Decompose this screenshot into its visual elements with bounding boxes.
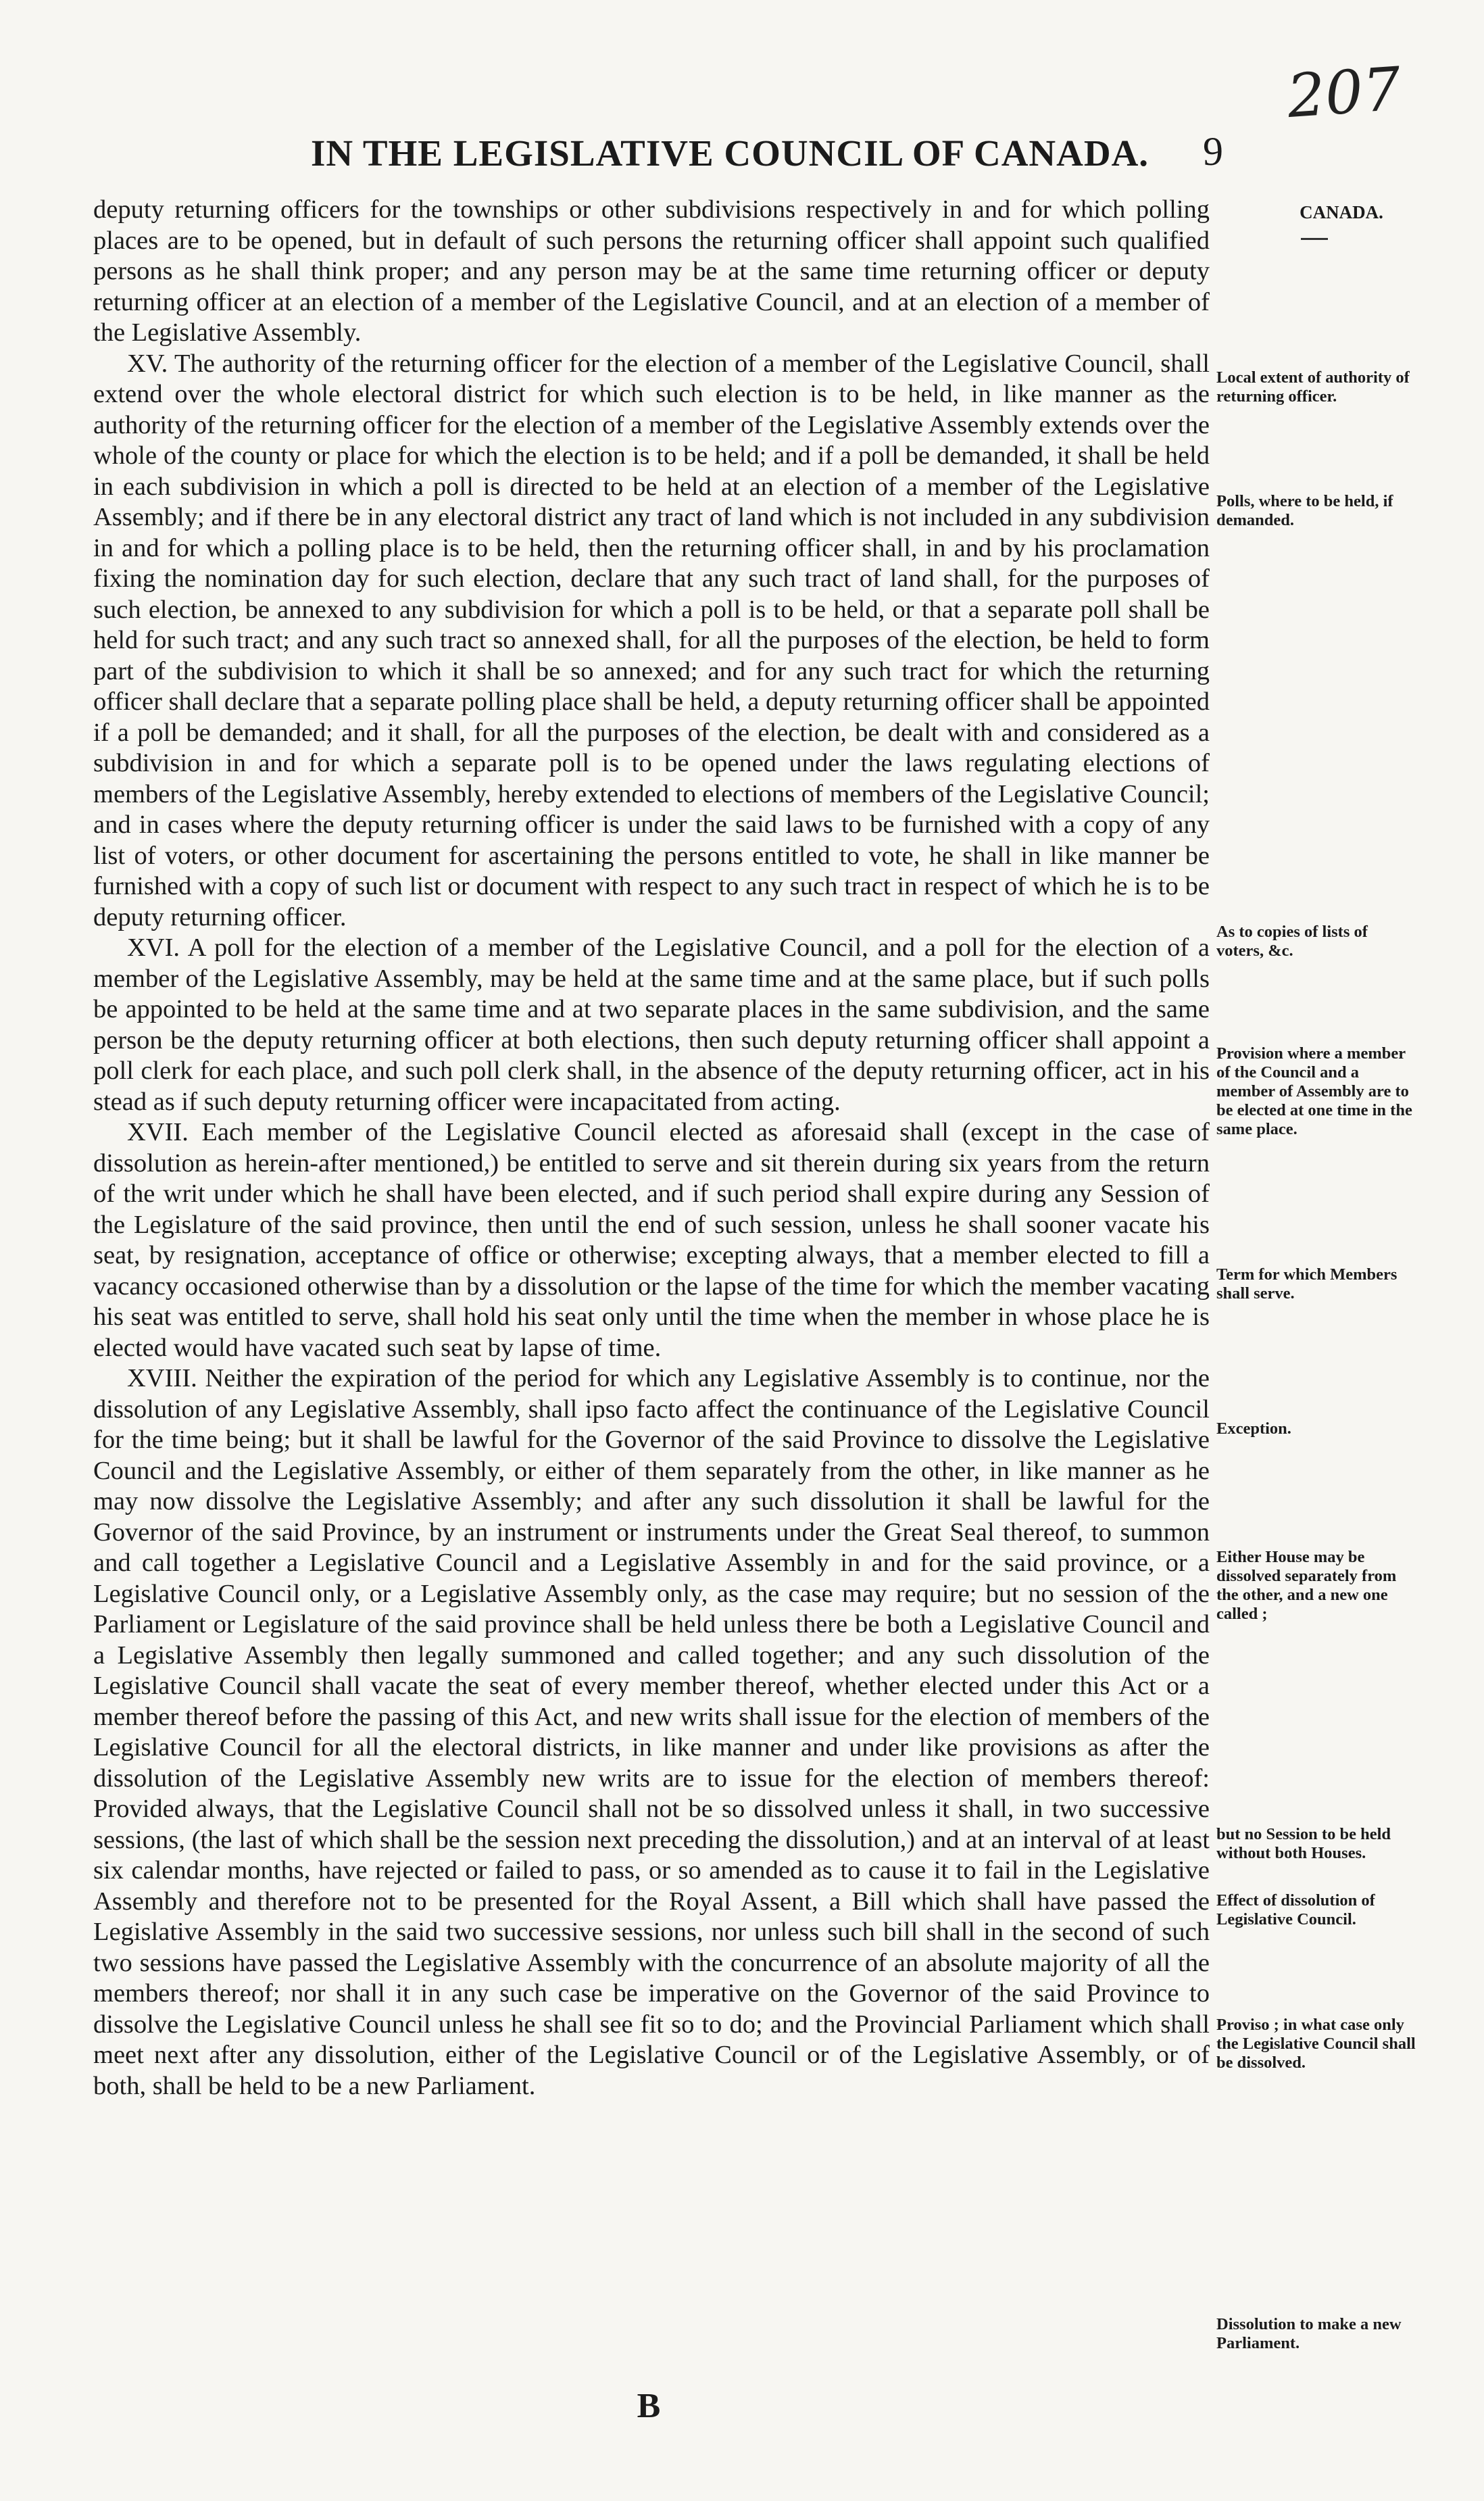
margin-note-either-house: Either House may be dissolved separately from the other, and a new one called ; [1216,1548,1397,1623]
margin-note-canada: CANADA. [1300,202,1383,222]
margin-note-local-extent: Local extent of authority of returning officer. [1216,368,1410,406]
page-number: 9 [1203,129,1223,174]
margin-note-provision: Provision where a member of the Council and a member of Assembly are to be elected at one time in the same place. [1216,1044,1412,1138]
running-header: IN THE LEGISLATIVE COUNCIL OF CANADA. [310,132,1149,174]
margin-rule [1301,238,1328,240]
paragraph-section-xvii: XVII. Each member of the Legislative Council elected as aforesaid shall (except in the case of dissolution as herein-after mentioned,) be entitled to serve and sit therein during six years from the return of the writ under which he shall have been elected, and if such period shall expire during any Session of the Legislature of the said province, then until the end of such session, unless he shall sooner vacate his seat, by resignation, acceptance of office or otherwise; excepting always, that a member elected to fill a vacancy occasioned otherwise than by a dissolution or the lapse of the time for which the member vacating his seat was entitled to serve, shall hold his seat only until the time when the member in whose place he is elected would have vacated such seat by lapse of time. [93,1118,1210,1362]
margin-note-effect-dissolution: Effect of dissolution of Legislative Council. [1216,1891,1375,1928]
margin-note-exception: Exception. [1216,1419,1291,1438]
margin-note-polls: Polls, where to be held, if demanded. [1216,492,1393,529]
paragraph-section-xv: XV. The authority of the returning officer for the election of a member of the Legislative Council, shall extend over the whole electoral district for which such election is to be held, in like manner as the authority of the returning officer for the election of a member of the Legislative Assembly extends over the whole of the county or place for which the election is to be held; and if a poll be demanded, it shall be held in each subdivision in which a poll is directed to be held at an election of a member of the Legislative Assembly; and if there be in any electoral district any tract of land which is not included in any subdivision in and for which a polling place is to be held, then the returning officer shall, in and by his proclamation fixing the nomination day for such election, declare that any such tract of land shall, for the purposes of such election, be annexed to any subdivision for which a poll is to be held, or that a separate poll shall be held for such tract; and any such tract so annexed shall, for all the purposes of the election, be held to form part of the subdivision to which it shall be so annexed; and for any such tract for which the returning officer shall declare that a separate polling place shall be held, a deputy returning officer shall be appointed if a poll be demanded; and it shall, for all the purposes of the election, be dealt with and considered as a subdivision in and for which a separate poll is to be opened under the laws regulating elections of members of the Legislative Assembly, hereby extended to elections of members of the Legislative Council; and in cases where the deputy returning officer is under the said laws to be furnished with a copy of any list of voters, or other document for ascertaining the persons entitled to vote, he shall in like manner be furnished with a copy of such list or document with respect to any such tract in respect of which he is to be deputy returning officer. [93,349,1210,931]
handwritten-folio-number: 207 [1285,53,1404,132]
margin-note-copies-lists: As to copies of lists of voters, &c. [1216,923,1368,960]
margin-note-term: Term for which Members shall serve. [1216,1265,1398,1303]
paragraph-section-xviii: XVIII. Neither the expiration of the period for which any Legislative Assembly is to continue, nor the dissolution of any Legislative Assembly, shall ipso facto affect the continuance of the Legislative Council for the time being; but it shall be lawful for the Governor of the said Province to dissolve the Legislative Council and the Legislative Assembly, or either of them separately from the other, in like manner as he may now dissolve the Legislative Assembly; and after any such dissolution it shall be lawful for the Governor of the said Province, by an instrument or instruments under the Great Seal thereof, to summon and call together a Legislative Council and a Legislative Assembly in and for the said province, or a Legislative Council only, or a Legislative Assembly only, as the case may require; but no session of the Parliament or Legislature of the said province shall be held unless there be both a Legislative Council and a Legislative Assembly then legally summoned and called together; and any such dissolution of the Legislative Council shall vacate the seat of every member thereof, whether elected under this Act or a member thereof before the passing of this Act, and new writs shall issue for the election of members of the Legislative Council for all the electoral districts, in like manner and under like provisions as after the dissolution of the Legislative Assembly new writs are to issue for the election of members thereof: Provided always, that the Legislative Council shall not be so dissolved unless it shall, in two successive sessions, (the last of which shall be the session next preceding the dissolution,) and at an interval of at least six calendar months, have rejected or failed to pass, or so amended as to cause it to fail in the Legislative Assembly and therefore not to be presented for the Royal Assent, a Bill which shall have passed the Legislative Assembly in the said two successive sessions, nor unless such bill shall in the second of such two sessions have passed the Legislative Assembly with the concurrence of an absolute majority of all the members thereof; nor shall it in any such case be imperative on the Governor of the said Province to dissolve the Legislative Council unless he shall see fit so to do; and the Provincial Parliament which shall meet next after any dissolution, either of the Legislative Council or of the Legislative Assembly, or of both, shall be held to be a new Parliament. [93,1364,1210,2100]
paragraph-continuation: deputy returning officers for the townships or other subdivisions respectively in and for which polling places are to be opened, but in default of such persons the returning officer shall appoint such qualified persons as he shall think proper; and any person may be at the same time returning officer or deputy returning officer at an election of a member of the Legislative Council, and at an election of a member of the Legislative Assembly. [93,195,1210,347]
body-text [93,195,1210,2102]
signature-mark: B [637,2387,661,2425]
margin-note-proviso: Proviso ; in what case only the Legislative Council shall be dissolved. [1216,2016,1416,2072]
paragraph-section-xvi: XVI. A poll for the election of a member of the Legislative Council, and a poll for the election of a member of the Legislative Assembly, may be held at the same time and at the same place, but if such polls be appointed to be held at the same time and at two separate places in the same subdivision, and the same person be the deputy returning officer at both elections, then such deputy returning officer shall appoint a poll clerk for each place, and such poll clerk shall, in the absence of the deputy returning officer, act in his stead as if such deputy returning officer were incapacitated from acting. [93,933,1210,1116]
margin-note-new-parliament: Dissolution to make a new Parliament. [1216,2315,1402,2352]
margin-note-no-session: but no Session to be held without both Houses. [1216,1825,1391,1862]
